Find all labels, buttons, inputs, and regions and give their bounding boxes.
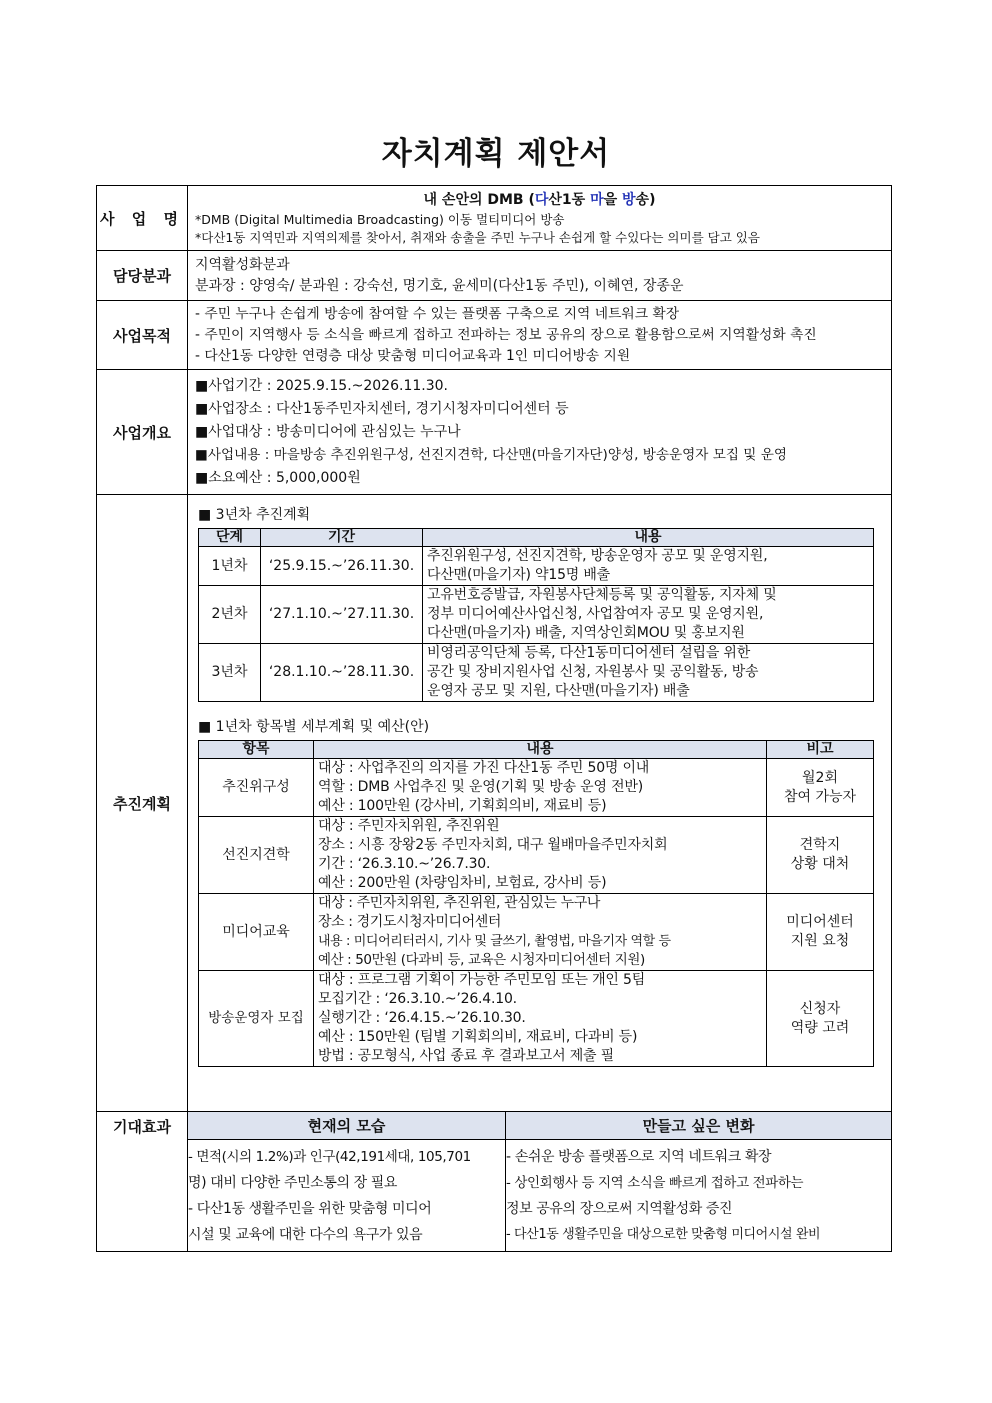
purpose-label: 사업목적 bbox=[97, 301, 188, 370]
committee-label: 담당분과 bbox=[97, 251, 188, 301]
content-line: 대상 : 사업추진의 의지를 가진 다산1동 주민 50명 이내 bbox=[318, 760, 650, 776]
content-line: 기간 : ‘26.3.10.~’26.7.30. bbox=[318, 856, 491, 872]
header-item: 항목 bbox=[199, 741, 314, 759]
committee-line-1: 지역활성화분과 bbox=[195, 256, 290, 273]
item-cell: 추진위구성 bbox=[199, 759, 314, 817]
note-line: 지원 요청 bbox=[790, 933, 850, 949]
overview-label: 사업개요 bbox=[97, 370, 188, 495]
note-line: 월2회 bbox=[802, 769, 838, 786]
content-line: 모집기간 : ‘26.3.10.~’26.4.10. bbox=[318, 991, 517, 1007]
period-cell: ‘27.1.10.~’27.11.30. bbox=[261, 586, 423, 644]
overview-item: ■사업대상 : 방송미디어에 관심있는 누구나 bbox=[195, 423, 461, 440]
content-line: 예산 : 200만원 (차량임차비, 보험료, 강사비 등) bbox=[318, 875, 607, 891]
content-cell bbox=[423, 644, 874, 702]
note-line: 미디어센터 bbox=[786, 914, 854, 930]
first-year-table bbox=[198, 740, 874, 1067]
future-header: 만들고 싶은 변화 bbox=[506, 1112, 892, 1140]
purpose-item: - 다산1동 다양한 연령층 대상 맞춤형 미디어교육과 1인 미디어방송 지원 bbox=[195, 347, 631, 364]
heading-suffix: 송) bbox=[635, 191, 656, 208]
heading-bang: 방 bbox=[622, 191, 636, 208]
content-line: 대상 : 프로그램 기획이 가능한 주민모임 또는 개인 5팀 bbox=[318, 972, 646, 988]
note-cell bbox=[767, 894, 874, 971]
content-line: 역할 : DMB 사업추진 및 운영(기획 및 방송 운영 전반) bbox=[318, 779, 643, 795]
first-year-header-row bbox=[199, 741, 874, 759]
header-stage: 단계 bbox=[199, 529, 261, 547]
overview-item: ■소요예산 : 5,000,000원 bbox=[195, 469, 361, 486]
content-line: 비영리공익단체 등록, 다산1동미디어센터 설립을 위한 bbox=[427, 645, 751, 661]
heading-mid2: 을 bbox=[603, 191, 623, 208]
effects-header-row bbox=[97, 1112, 892, 1140]
heading-mid1: 산1동 bbox=[548, 191, 591, 208]
content-cell bbox=[423, 547, 874, 586]
stage-cell: 1년차 bbox=[199, 547, 261, 586]
content-line: 예산 : 50만원 (다과비 등, 교육은 시청자미디어센터 지원) bbox=[318, 952, 645, 968]
effects-label: 기대효과 bbox=[97, 1112, 188, 1252]
content-line: 대상 : 주민자치위원, 추진위원, 관심있는 누구나 bbox=[318, 895, 601, 911]
table-row bbox=[199, 586, 874, 644]
content-cell bbox=[314, 759, 767, 817]
purpose-row bbox=[97, 301, 892, 370]
table-row bbox=[199, 817, 874, 894]
table-row bbox=[199, 894, 874, 971]
table-row bbox=[199, 759, 874, 817]
stage-cell: 3년차 bbox=[199, 644, 261, 702]
three-year-heading: ■ 3년차 추진계획 bbox=[198, 507, 311, 523]
proposal-table bbox=[96, 185, 892, 1252]
content-line: 장소 : 시흥 장왕2동 주민자치회, 대구 월배마을주민자치회 bbox=[318, 837, 668, 853]
note-cell bbox=[767, 971, 874, 1067]
overview-cell bbox=[188, 370, 892, 495]
plan-row bbox=[97, 495, 892, 1112]
business-name-label: 사 업 명 bbox=[97, 186, 188, 251]
table-row bbox=[199, 971, 874, 1067]
note-line: 견학지 bbox=[799, 837, 841, 853]
content-cell bbox=[314, 817, 767, 894]
header-note: 비고 bbox=[767, 741, 874, 759]
header-period: 기간 bbox=[261, 529, 423, 547]
future-line: - 상인회행사 등 지역 소식을 빠르게 접하고 전파하는 bbox=[506, 1174, 804, 1191]
future-line: - 손쉬운 방송 플랫폼으로 지역 네트워크 확장 bbox=[506, 1148, 772, 1165]
item-cell: 방송운영자 모집 bbox=[199, 971, 314, 1067]
current-line: - 면적(시의 1.2%)과 인구(42,191세대, 105,701 bbox=[188, 1148, 471, 1165]
content-line: 고유번호증발급, 자원봉사단체등록 및 공익활동, 지자체 및 bbox=[427, 587, 777, 603]
note-cell bbox=[767, 817, 874, 894]
business-name-heading bbox=[188, 188, 891, 211]
note-cell bbox=[767, 759, 874, 817]
future-line: 정보 공유의 장으로써 지역활성화 증진 bbox=[506, 1200, 733, 1217]
note-line: 상황 대처 bbox=[790, 856, 850, 872]
note-line: 역량 고려 bbox=[790, 1019, 850, 1036]
current-cell bbox=[188, 1140, 506, 1252]
plan-cell bbox=[188, 495, 892, 1112]
content-cell bbox=[423, 586, 874, 644]
header-content: 내용 bbox=[314, 741, 767, 759]
note-line: 신청자 bbox=[799, 1000, 841, 1017]
purpose-item: - 주민 누구나 손쉽게 방송에 참여할 수 있는 플랫폼 구축으로 지역 네트워크 확장 bbox=[195, 305, 680, 322]
heading-ma: 마 bbox=[590, 191, 604, 208]
document-title: 자치계획 제안서 bbox=[381, 136, 611, 172]
content-line: 내용 : 미디어리터러시, 기사 및 글쓰기, 촬영법, 마을기자 역할 등 bbox=[318, 934, 671, 949]
content-cell bbox=[314, 971, 767, 1067]
future-line: - 다산1동 생활주민을 대상으로한 맞춤형 미디어시설 완비 bbox=[506, 1226, 821, 1242]
current-line: 시설 및 교육에 대한 다수의 욕구가 있음 bbox=[188, 1226, 423, 1243]
business-name-cell bbox=[188, 186, 892, 251]
content-line: 운영자 공모 및 지원, 다산맨(마을기자) 배출 bbox=[427, 683, 690, 699]
heading-prefix: 내 손안의 DMB ( bbox=[423, 191, 535, 208]
plan-label: 추진계획 bbox=[97, 495, 188, 1112]
purpose-item: - 주민이 지역행사 등 소식을 빠르게 접하고 전파하는 정보 공유의 장으로 활용함으로써 지역활성화 촉진 bbox=[195, 326, 817, 343]
heading-da: 다 bbox=[534, 191, 549, 208]
content-line: 방법 : 공모형식, 사업 종료 후 결과보고서 제출 필 bbox=[318, 1048, 614, 1064]
business-name-row bbox=[97, 186, 892, 251]
overview-row bbox=[97, 370, 892, 495]
content-line: 대상 : 주민자치위원, 추진위원 bbox=[318, 818, 500, 834]
content-line: 다산맨(마을기자) 약15명 배출 bbox=[427, 567, 611, 583]
content-line: 장소 : 경기도시청자미디어센터 bbox=[318, 914, 502, 930]
effects-body-row bbox=[97, 1140, 892, 1252]
overview-item: ■사업장소 : 다산1동주민자치센터, 경기시청자미디어센터 등 bbox=[195, 400, 569, 417]
period-cell: ‘25.9.15.~’26.11.30. bbox=[261, 547, 423, 586]
table-row bbox=[199, 547, 874, 586]
content-line: 정부 미디어예산사업신청, 사업참여자 공모 및 운영지원, bbox=[427, 606, 764, 622]
content-line: 공간 및 장비지원사업 신청, 자원봉사 및 공익활동, 방송 bbox=[427, 664, 759, 680]
overview-item: ■사업기간 : 2025.9.15.~2026.11.30. bbox=[195, 377, 448, 394]
future-cell bbox=[506, 1140, 892, 1252]
overview-item: ■사업내용 : 마을방송 추진위원구성, 선진지견학, 다산맨(마을기자단)양성, 방송운영자 모집 및 운영 bbox=[195, 446, 788, 463]
current-header: 현재의 모습 bbox=[188, 1112, 506, 1140]
first-year-heading: ■ 1년차 항목별 세부계획 및 예산(안) bbox=[198, 719, 430, 735]
content-line: 추진위원구성, 선진지견학, 방송운영자 공모 및 운영지원, bbox=[427, 548, 768, 564]
purpose-cell bbox=[188, 301, 892, 370]
committee-cell bbox=[188, 251, 892, 301]
business-name-note-1: *DMB (Digital Multimedia Broadcasting) 이동 멀티미디어 방송 bbox=[195, 211, 565, 227]
note-line: 참여 가능자 bbox=[783, 788, 857, 805]
content-line: 실행기간 : ‘26.4.15.~’26.10.30. bbox=[318, 1010, 526, 1026]
stage-cell: 2년차 bbox=[199, 586, 261, 644]
current-line: 명) 대비 다양한 주민소통의 장 필요 bbox=[188, 1174, 398, 1191]
three-year-table bbox=[198, 528, 874, 702]
item-cell: 선진지견학 bbox=[199, 817, 314, 894]
current-line: - 다산1동 생활주민을 위한 맞춤형 미디어 bbox=[188, 1200, 432, 1217]
period-cell: ‘28.1.10.~’28.11.30. bbox=[261, 644, 423, 702]
content-cell bbox=[314, 894, 767, 971]
business-name-note-2: *다산1동 지역민과 지역의제를 찾아서, 취재와 송출을 주민 누구나 손쉽게 할 수있다는 의미를 담고 있음 bbox=[195, 229, 760, 245]
content-line: 다산맨(마을기자) 배출, 지역상인회MOU 및 홍보지원 bbox=[427, 625, 745, 641]
header-content: 내용 bbox=[423, 529, 874, 547]
committee-line-2: 분과장 : 양영숙/ 분과원 : 강숙선, 명기호, 윤세미(다산1동 주민), 이혜연, 장종운 bbox=[195, 277, 684, 294]
three-year-header-row bbox=[199, 529, 874, 547]
content-line: 예산 : 100만원 (강사비, 기획회의비, 재료비 등) bbox=[318, 798, 607, 814]
table-row bbox=[199, 644, 874, 702]
committee-row bbox=[97, 251, 892, 301]
item-cell: 미디어교육 bbox=[199, 894, 314, 971]
content-line: 예산 : 150만원 (팀별 기획회의비, 재료비, 다과비 등) bbox=[318, 1029, 638, 1045]
